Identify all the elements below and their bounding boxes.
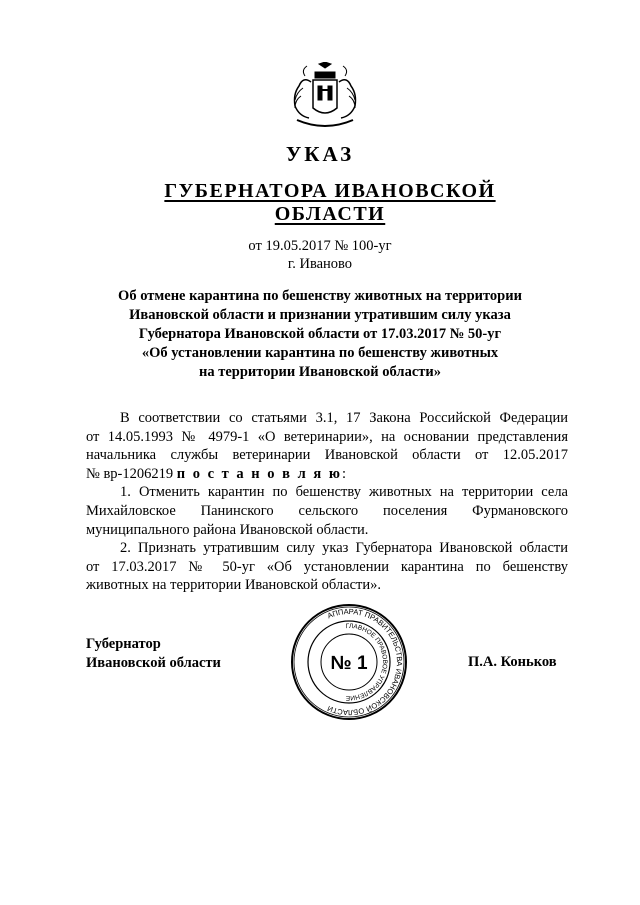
preamble-paragraph — [86, 409, 568, 483]
document-date-number: от 19.05.2017 № 100-уг — [248, 238, 392, 254]
position-line-1: Губернатор — [86, 636, 161, 652]
coat-of-arms-emblem-icon — [287, 62, 363, 128]
seal-number: № 1 — [330, 653, 368, 674]
heading-line: на территории Ивановской области» — [199, 364, 441, 380]
item-1-paragraph — [86, 483, 568, 539]
document-subtitle: ГУБЕРНАТОРА ИВАНОВСКОЙ ОБЛАСТИ — [164, 180, 496, 225]
item-2-paragraph — [86, 539, 568, 595]
seal-inner-text: ГЛАВНОЕ ПРАВОВОЕ УПРАВЛЕНИЕ — [345, 622, 389, 702]
decree-colon: : — [341, 465, 346, 482]
item-2-line: 2. Признать утратившим силу указ Губернатора Ивановской области — [120, 540, 568, 557]
preamble-line: начальника службы ветеринарии Ивановской области от 12.05.2017 — [86, 447, 568, 464]
official-seal-stamp-icon — [290, 603, 408, 721]
document-body — [86, 409, 568, 595]
heading-line: «Об установлении карантина по бешенству животных — [141, 345, 499, 361]
item-1-line: муниципального района Ивановской области. — [86, 521, 369, 538]
item-2-line: животных на территории Ивановской области». — [86, 577, 381, 594]
heading-line: Ивановской области и признании утратившим силу указа — [129, 307, 511, 323]
preamble-last: № вр-1206219 — [86, 465, 174, 482]
seal-outer-text: АППАРАТ ПРАВИТЕЛЬСТВА ИВАНОВСКОЙ ОБЛАСТИ — [325, 606, 405, 718]
item-1-line: 1. Отменить карантин по бешенству животных на территории села — [120, 484, 568, 501]
signatory-position — [86, 635, 221, 673]
document-city: г. Иваново — [287, 256, 353, 272]
item-2-line: от 17.03.2017 № 50-уг «Об установлении карантина по бешенству — [86, 558, 568, 575]
heading-line: Об отмене карантина по бешенству животных на территории — [118, 288, 522, 304]
document-heading — [80, 287, 560, 382]
signatory-name: П.А. Коньков — [468, 654, 557, 670]
preamble-line: от 14.05.1993 № 4979-1 «О ветеринарии», на основании представления — [86, 428, 568, 445]
decree-word: п о с т а н о в л я ю — [176, 465, 342, 482]
document-title: УКАЗ — [285, 142, 355, 166]
preamble-line: В соответствии со статьями 3.1, 17 Закона Российской Федерации — [120, 410, 568, 426]
heading-line: Губернатора Ивановской области от 17.03.2017 № 50-уг — [138, 326, 502, 342]
position-line-2: Ивановской области — [86, 655, 221, 671]
item-1-line: Михайловское Панинского сельского поселения Фурмановского — [86, 502, 568, 519]
